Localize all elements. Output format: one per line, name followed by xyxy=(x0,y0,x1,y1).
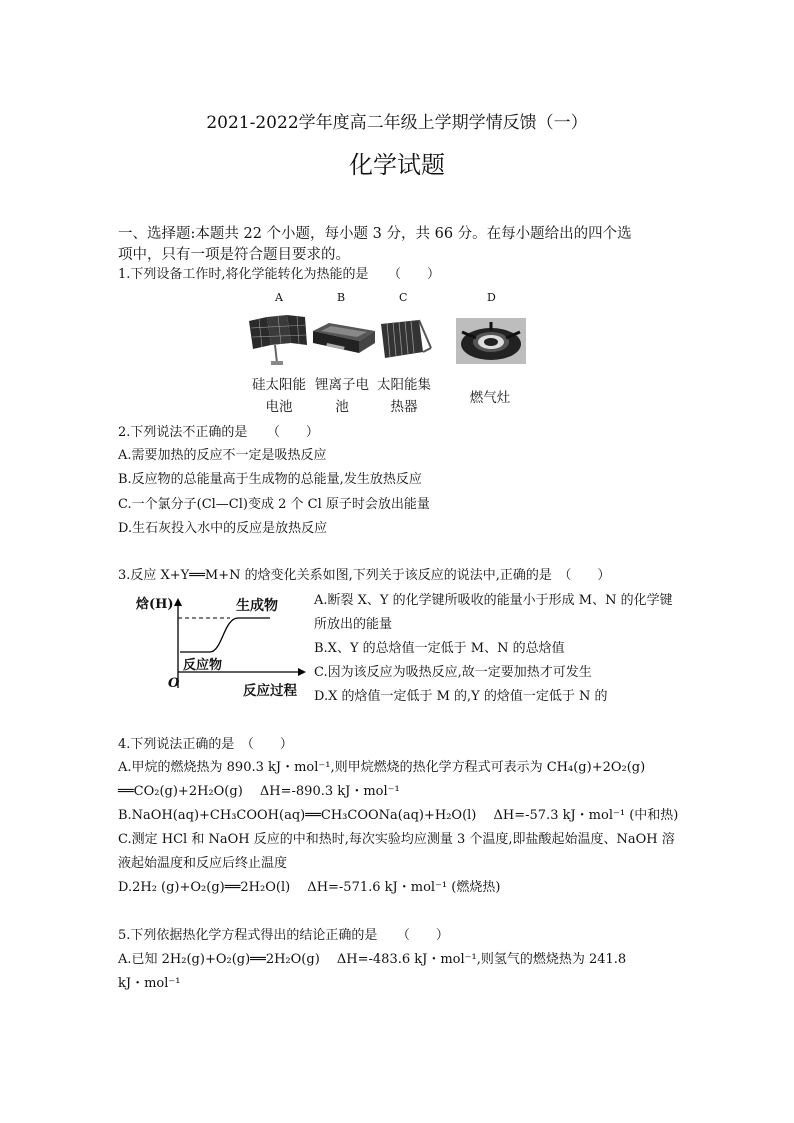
q1-label-b: B xyxy=(337,291,346,304)
q3-option-c: C.因为该反应为吸热反应,故一定要加热才可发生 xyxy=(314,665,592,680)
q4-option-c-line1: C.测定 HCl 和 NaOH 反应的中和热时,每次实验均应测量 3 个温度,即盐酸起始温度、NaOH 溶 xyxy=(118,832,675,847)
q3-stem: 3.反应 X+Y══M+N 的焓变化关系如图,下列关于该反应的说法中,正确的是 （ ） xyxy=(118,568,611,583)
q1-label-a: A xyxy=(275,291,283,304)
solar-collector-image xyxy=(379,318,433,364)
q4-option-c-line2: 液起始温度和反应后终止温度 xyxy=(118,856,288,871)
q4-option-b: B.NaOH(aq)+CH₃COOH(aq)══CH₃COONa(aq)+H₂O(l) ΔH=-57.3 kJ・mol⁻¹ (中和热) xyxy=(118,808,679,823)
graph-y-label: 焓(H) xyxy=(136,597,174,612)
q1-caption-a: 硅太阳能 电池 xyxy=(252,377,306,415)
q3-option-a-line2: 所放出的能量 xyxy=(314,617,393,632)
q1-label-d: D xyxy=(487,291,496,304)
q1-caption-c: 太阳能集 热器 xyxy=(377,377,431,415)
q4-stem: 4.下列说法正确的是 （ ） xyxy=(118,737,293,752)
q4-option-d: D.2H₂ (g)+O₂(g)══2H₂O(l) ΔH=-571.6 kJ・mol⁻¹ (燃烧热) xyxy=(118,880,501,895)
section-heading-line2: 项中，只有一项是符合题目要求的。 xyxy=(118,247,350,263)
q2-option-c: C.一个氯分子(Cl—Cl)变成 2 个 Cl 原子时会放出能量 xyxy=(118,497,430,512)
q1-stem: 1.下列设备工作时,将化学能转化为热能的是 （ ） xyxy=(118,267,441,282)
subject-title: 化学试题 xyxy=(349,151,445,179)
q2-option-a: A.需要加热的反应不一定是吸热反应 xyxy=(118,448,327,463)
graph-origin-label: O xyxy=(168,676,180,691)
q2-option-d: D.生石灰投入水中的反应是放热反应 xyxy=(118,521,328,536)
q3-option-a-line1: A.断裂 X、Y 的化学键所吸收的能量小于形成 M、N 的化学键 xyxy=(314,593,673,608)
q3-option-b: B.X、Y 的总焓值一定低于 M、N 的总焓值 xyxy=(314,641,565,656)
q5-stem: 5.下列依据热化学方程式得出的结论正确的是 （ ） xyxy=(118,928,449,943)
graph-reactant-label: 反应物 xyxy=(183,658,223,673)
q1-caption-b: 锂离子电 池 xyxy=(315,377,369,415)
q5-option-a-line2: kJ・mol⁻¹ xyxy=(118,976,181,991)
lithium-battery-image xyxy=(311,321,377,357)
q4-option-a-line2: ══CO₂(g)+2H₂O(g) ΔH=-890.3 kJ・mol⁻¹ xyxy=(118,784,400,799)
q1-label-c: C xyxy=(399,291,408,304)
q3-option-d: D.X 的焓值一定低于 M 的,Y 的焓值一定低于 N 的 xyxy=(314,689,608,704)
section-heading-line1: 一、选择题:本题共 22 个小题，每小题 3 分，共 66 分。在每小题给出的四个选 xyxy=(118,226,632,242)
q1-caption-d: 燃气灶 xyxy=(469,390,511,406)
q2-option-b: B.反应物的总能量高于生成物的总能量,发生放热反应 xyxy=(118,472,422,487)
exam-title: 2021-2022学年度高二年级上学期学情反馈（一） xyxy=(206,113,588,133)
q5-option-a-line1: A.已知 2H₂(g)+O₂(g)══2H₂O(g) ΔH=-483.6 kJ・mol⁻¹,则氢气的燃烧热为 241.8 xyxy=(118,952,627,967)
graph-product-label: 生成物 xyxy=(236,598,278,614)
graph-x-label: 反应过程 xyxy=(243,683,297,699)
q2-stem: 2.下列说法不正确的是 （ ） xyxy=(118,425,319,440)
solar-panel-image xyxy=(247,315,309,367)
gas-stove-image xyxy=(456,318,526,364)
q4-option-a-line1: A.甲烷的燃烧热为 890.3 kJ・mol⁻¹,则甲烷燃烧的热化学方程式可表示为 CH₄(g)+2O₂(g) xyxy=(118,760,646,775)
